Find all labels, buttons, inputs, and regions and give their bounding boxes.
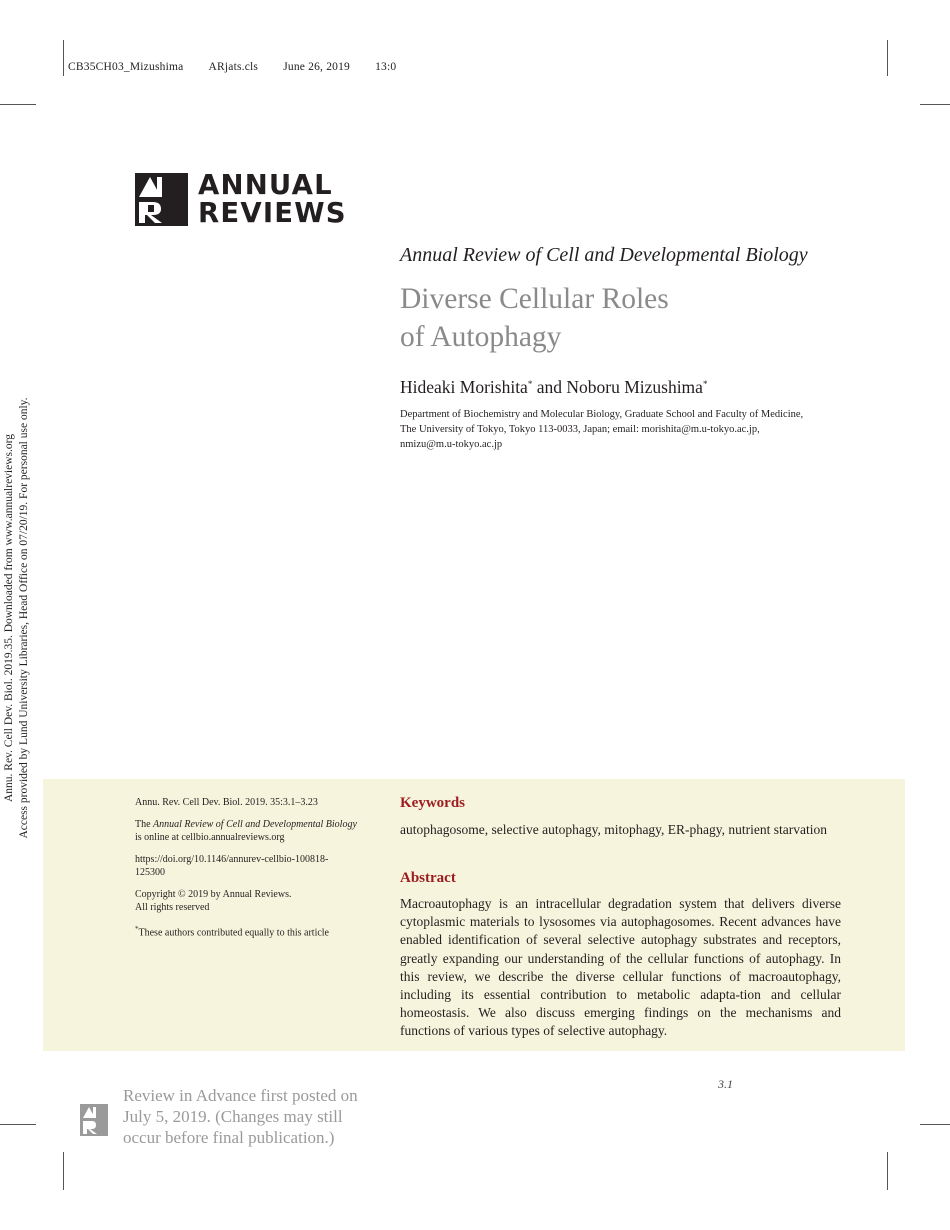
- abstract-heading: Abstract: [400, 870, 456, 886]
- copyright: [135, 888, 375, 914]
- journal-name: Annual Review of Cell and Developmental Biology: [400, 244, 808, 266]
- notice-line: occur before final publication.): [123, 1128, 335, 1147]
- notice-line: July 5, 2019. (Changes may still: [123, 1107, 343, 1126]
- logo-line-2: REVIEWS: [198, 197, 347, 229]
- annual-reviews-logo-icon: [135, 173, 188, 226]
- doi-line: 125300: [135, 867, 165, 878]
- crop-mark: [887, 40, 888, 76]
- online-journal: Annual Review of Cell and Developmental Biology: [153, 819, 357, 830]
- online-info: [135, 818, 375, 844]
- logo-line-1: ANNUAL: [198, 169, 333, 201]
- author-list: [400, 377, 707, 398]
- affiliation: [400, 407, 850, 452]
- article-title: [400, 280, 669, 356]
- crop-mark: [887, 1152, 888, 1190]
- doi[interactable]: [135, 853, 375, 879]
- affiliation-line: Department of Biochemistry and Molecular Biology, Graduate School and Faculty of Medicine,: [400, 409, 804, 420]
- download-notice-line: Access provided by Lund University Libraries, Head Office on 07/20/19. For personal use only.: [18, 397, 30, 839]
- header-date: June 26, 2019: [283, 61, 350, 73]
- author-name: Noboru Mizushima: [566, 377, 703, 397]
- footnote: [135, 923, 375, 939]
- title-line-1: Diverse Cellular Roles: [400, 283, 669, 315]
- print-header: [68, 61, 418, 73]
- doi-line: https://doi.org/10.1146/annurev-cellbio-100818-: [135, 854, 329, 865]
- header-class-file: ARjats.cls: [208, 61, 259, 73]
- author-name: Hideaki Morishita: [400, 377, 528, 397]
- review-in-advance-notice: [123, 1085, 358, 1148]
- article-metadata: [135, 796, 375, 948]
- download-notice-line: Annu. Rev. Cell Dev. Biol. 2019.35. Downloaded from www.annualreviews.org: [3, 433, 15, 803]
- keywords-text: autophagosome, selective autophagy, mitophagy, ER-phagy, nutrient starvation: [400, 822, 828, 837]
- header-file-id: CB35CH03_Mizushima: [68, 61, 184, 73]
- crop-mark: [0, 104, 36, 105]
- crop-mark: [63, 40, 64, 76]
- equal-contribution-mark: *: [702, 379, 708, 389]
- equal-contribution-mark: *: [527, 379, 533, 389]
- crop-mark: [920, 104, 950, 105]
- copyright-line: Copyright © 2019 by Annual Reviews.: [135, 889, 292, 900]
- crop-mark: [0, 1124, 36, 1125]
- crop-mark: [920, 1124, 950, 1125]
- author-conjunction: and: [532, 377, 567, 397]
- footnote-text: These authors contributed equally to this article: [138, 927, 329, 939]
- affiliation-line: nmizu@m.u-tokyo.ac.jp: [400, 439, 503, 450]
- online-url[interactable]: is online at cellbio.annualreviews.org: [135, 832, 285, 843]
- notice-line: Review in Advance first posted on: [123, 1086, 358, 1105]
- affiliation-line: The University of Tokyo, Tokyo 113-0033, Japan; email: morishita@m.u-tokyo.ac.jp,: [400, 424, 760, 435]
- title-line-2: of Autophagy: [400, 321, 562, 353]
- annual-reviews-small-logo-icon: [80, 1104, 108, 1136]
- copyright-line: All rights reserved: [135, 902, 210, 913]
- keywords-heading: Keywords: [400, 795, 465, 811]
- footnote-mark: *: [135, 925, 139, 933]
- citation: Annu. Rev. Cell Dev. Biol. 2019. 35:3.1–3.23: [135, 797, 318, 808]
- abstract-text: Macroautophagy is an intracellular degradation system that delivers diverse cytoplasmic materials to lysosomes via autophagosomes. Recent advances have enabled identification of several selective autophagy substrates and receptors, greatly expanding our understanding of the cellular functions of autophagy. In this review, we describe the diverse cellular functions of macroautophagy, including its essential contribution to metabolic adapta-tion and cellular homeostasis. We also discuss emerging findings on the mechanisms and functions of various types of selective autophagy.: [400, 896, 841, 1039]
- annual-reviews-logo-text: [198, 171, 347, 227]
- online-prefix: The: [135, 819, 154, 830]
- header-time: 13:0: [375, 61, 397, 73]
- download-notice: [2, 373, 42, 863]
- page-number: 3.1: [718, 1077, 733, 1091]
- crop-mark: [63, 1152, 64, 1190]
